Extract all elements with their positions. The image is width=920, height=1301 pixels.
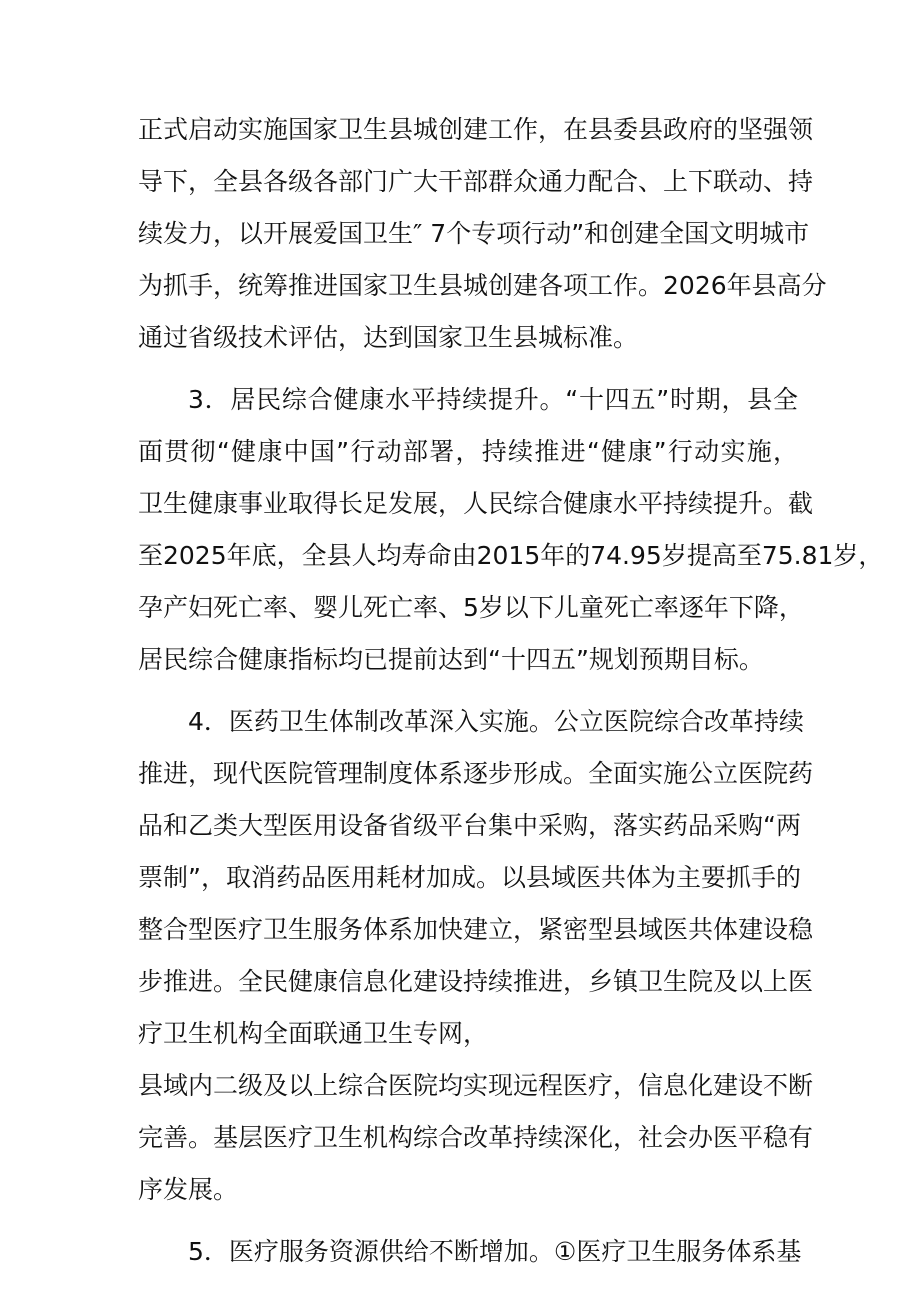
text-line: 推进，现代医院管理制度体系逐步形成。全面实施公立医院药 <box>138 759 814 788</box>
text-line: 完善。基层医疗卫生机构综合改革持续深化，社会办医平稳有 <box>138 1123 814 1152</box>
text-line: 5．医疗服务资源供给不断增加。①医疗卫生服务体系基 <box>188 1237 802 1266</box>
text-line: 通过省级技术评估，达到国家卫生县城标准。 <box>138 323 639 352</box>
text-line: 县域内二级及以上综合医院均实现远程医疗，信息化建设不断 <box>138 1071 814 1100</box>
text-line: 3．居民综合健康水平持续提升。“十四五”时期，县全 <box>188 385 798 414</box>
text-line: 品和乙类大型医用设备省级平台集中采购，落实药品采购“两 <box>138 811 801 840</box>
text-line: 4．医药卫生体制改革深入实施。公立医院综合改革持续 <box>188 707 804 736</box>
text-line: 步推进。全民健康信息化建设持续推进，乡镇卫生院及以上医 <box>138 967 814 996</box>
text-line: 序发展。 <box>138 1175 239 1204</box>
paragraph-medical-resources <box>138 1226 802 1278</box>
text-line: 导下，全县各级各部门广大干部群众通力配合、上下联动、持 <box>138 167 814 196</box>
text-line: 续发力，以开展爱国卫生″ 7个专项行动”和创建全国文明城市 <box>138 219 810 248</box>
document-body <box>138 104 884 1278</box>
text-line: 居民综合健康指标均已提前达到“十四五”规划预期目标。 <box>138 645 764 674</box>
text-line: 整合型医疗卫生服务体系加快建立，紧密型县域医共体建设稳 <box>138 915 814 944</box>
text-line: 至2025年底，全县人均寿命由2015年的74.95岁提高至75.81岁， <box>138 541 884 570</box>
text-line: 面贯彻“健康中国”行动部署，持续推进“健康”行动实施， <box>138 437 798 466</box>
text-line: 疗卫生机构全面联通卫生专网， <box>138 1019 489 1048</box>
text-line: 孕产妇死亡率、婴儿死亡率、5岁以下儿童死亡率逐年下降， <box>138 593 804 622</box>
text-line: 为抓手，统筹推进国家卫生县城创建各项工作。2026年县高分 <box>138 271 827 300</box>
paragraph-creation <box>138 104 827 364</box>
paragraph-medical-reform <box>138 696 814 1216</box>
text-line: 卫生健康事业取得长足发展，人民综合健康水平持续提升。截 <box>138 489 814 518</box>
text-line: 票制”，取消药品医用耗材加成。以县域医共体为主要抓手的 <box>138 863 801 892</box>
text-line: 正式启动实施国家卫生县城创建工作，在县委县政府的坚强领 <box>138 115 814 144</box>
paragraph-health-level <box>138 374 884 686</box>
